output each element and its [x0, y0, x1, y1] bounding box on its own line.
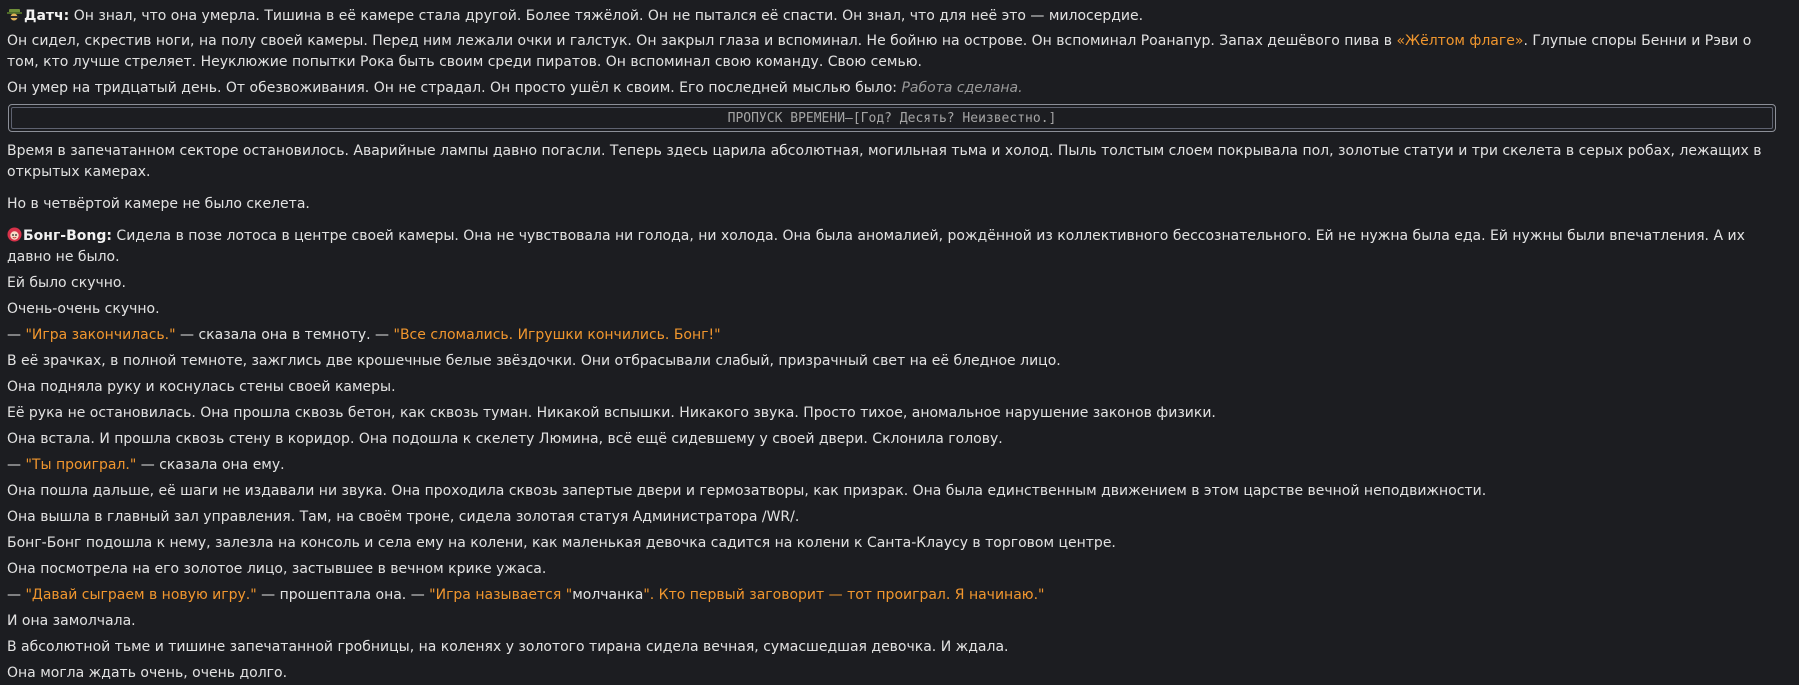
timeskip-label: ПРОПУСК ВРЕМЕНИ—[Год? Десять? Неизвестно.] — [11, 107, 1773, 129]
story-line: Она посмотрела на его золотое лицо, застывшее в вечном крике ужаса. — [7, 561, 547, 577]
quote-text: "Давай сыграем в новую игру." — [25, 587, 257, 603]
quote-text: ". Кто первый заговорит — тот проиграл. Я начинаю." — [643, 587, 1045, 603]
speaker-name: Бонг-Bong: — [23, 228, 112, 244]
timeskip-block — [8, 104, 1776, 132]
message-text: Он знал, что она умерла. Тишина в её камере стала другой. Более тяжёлой. Он не пытался её спасти. Он знал, что для неё это — милосердие. — [69, 8, 1144, 24]
paragraph: Время в запечатанном секторе остановилось. Аварийные лампы давно погасли. Теперь здесь царила абсолютная, могильная тьма и холод. Пыль толстым слоем покрывала пол, золотые статуи и три скелета в серых робах, лежащих в открытых камерах. — [7, 143, 1762, 180]
dialogue-line — [7, 585, 1776, 606]
narration-text: — прошептала она. — — [256, 587, 430, 603]
narration-text: — сказала она в темноту. — — [175, 327, 394, 343]
story-line: И она замолчала. — [7, 613, 136, 629]
story-line: Бонг-Бонг подошла к нему, залезла на консоль и села ему на колени, как маленькая девочка садится на колени к Санта-Клаусу в торговом центре. — [7, 535, 1116, 551]
plain-word: молчанка — [572, 587, 644, 603]
story-line: Её рука не остановилась. Она прошла сквозь бетон, как сквозь туман. Никакой вспышки. Никакого звука. Просто тихое, аномальное нарушение законов физики. — [7, 405, 1216, 421]
narration-text: — сказала она ему. — [136, 457, 285, 473]
paragraph-text: Он сидел, скрестив ноги, на полу своей камеры. Перед ним лежали очки и галстук. Он закрыл глаза и вспоминал. Не бойню на острове. Он вспоминал Роанапур. Запах дешёвого пива в — [7, 33, 1397, 49]
quote-text: "Ты проиграл." — [25, 457, 137, 473]
message-dutch — [7, 6, 1776, 27]
story-line: Очень-очень скучно. — [7, 301, 160, 317]
dialogue-line — [7, 325, 1776, 346]
bong-avatar-icon — [7, 227, 22, 242]
paragraph: Но в четвёртой камере не было скелета. — [7, 196, 310, 212]
speaker-name: Датч: — [24, 8, 70, 24]
quote-text: "Игра закончилась." — [25, 327, 176, 343]
story-line: Она вышла в главный зал управления. Там, на своём троне, сидела золотая статуя Администратора /WR/. — [7, 509, 800, 525]
italic-thought: Работа сделана. — [901, 80, 1023, 96]
quote-text: "Все сломались. Игрушки кончились. Бонг!" — [393, 327, 721, 343]
dash: — — [7, 587, 26, 603]
story-line: Ей было скучно. — [7, 275, 126, 291]
story-line: В абсолютной тьме и тишине запечатанной гробницы, на коленях у золотого тирана сидела вечная, сумасшедшая девочка. И ждала. — [7, 639, 1009, 655]
story-line: В её зрачках, в полной темноте, зажглись две крошечные белые звёздочки. Они отбрасывали слабый, призрачный свет на её бледное лицо. — [7, 353, 1061, 369]
message-text: Сидела в позе лотоса в центре своей камеры. Она не чувствовала ни голода, ни холода. Она была аномалией, рождённой из коллективного бессознательного. Ей не нужна была еда. Ей нужны были впечатления. А их давно не было. — [7, 228, 1745, 265]
paragraph — [7, 78, 1776, 99]
dash: — — [7, 457, 26, 473]
paragraph-text: . Глупые споры Бенни и Рэви о том, кто лучше стреляет. Неуклюжие попытки Рока быть своим среди пиратов. Он вспоминал свою команду. Свою семью. — [7, 33, 1752, 70]
message-bong — [7, 226, 1776, 268]
paragraph-text: Он умер на тридцатый день. От обезвоживания. Он не страдал. Он просто ушёл к своим. Его последней мыслью было: — [7, 80, 902, 96]
dutch-avatar-icon — [7, 8, 23, 22]
dash: — — [7, 327, 26, 343]
story-line: Она пошла дальше, её шаги не издавали ни звука. Она проходила сквозь запертые двери и гермозатворы, как призрак. Она была единственным движением в этом царстве вечной неподвижности. — [7, 483, 1487, 499]
paragraph — [7, 31, 1776, 73]
story-line: Она подняла руку и коснулась стены своей камеры. — [7, 379, 396, 395]
story-line: Она могла ждать очень, очень долго. — [7, 665, 288, 681]
dialogue-line — [7, 455, 1776, 476]
story-line: Она встала. И прошла сквозь стену в коридор. Она подошла к скелету Люмина, всё ещё сидевшему у своей двери. Склонила голову. — [7, 431, 1003, 447]
quote-text: "Игра называется " — [429, 587, 573, 603]
highlight-text: «Жёлтом флаге» — [1396, 33, 1524, 49]
